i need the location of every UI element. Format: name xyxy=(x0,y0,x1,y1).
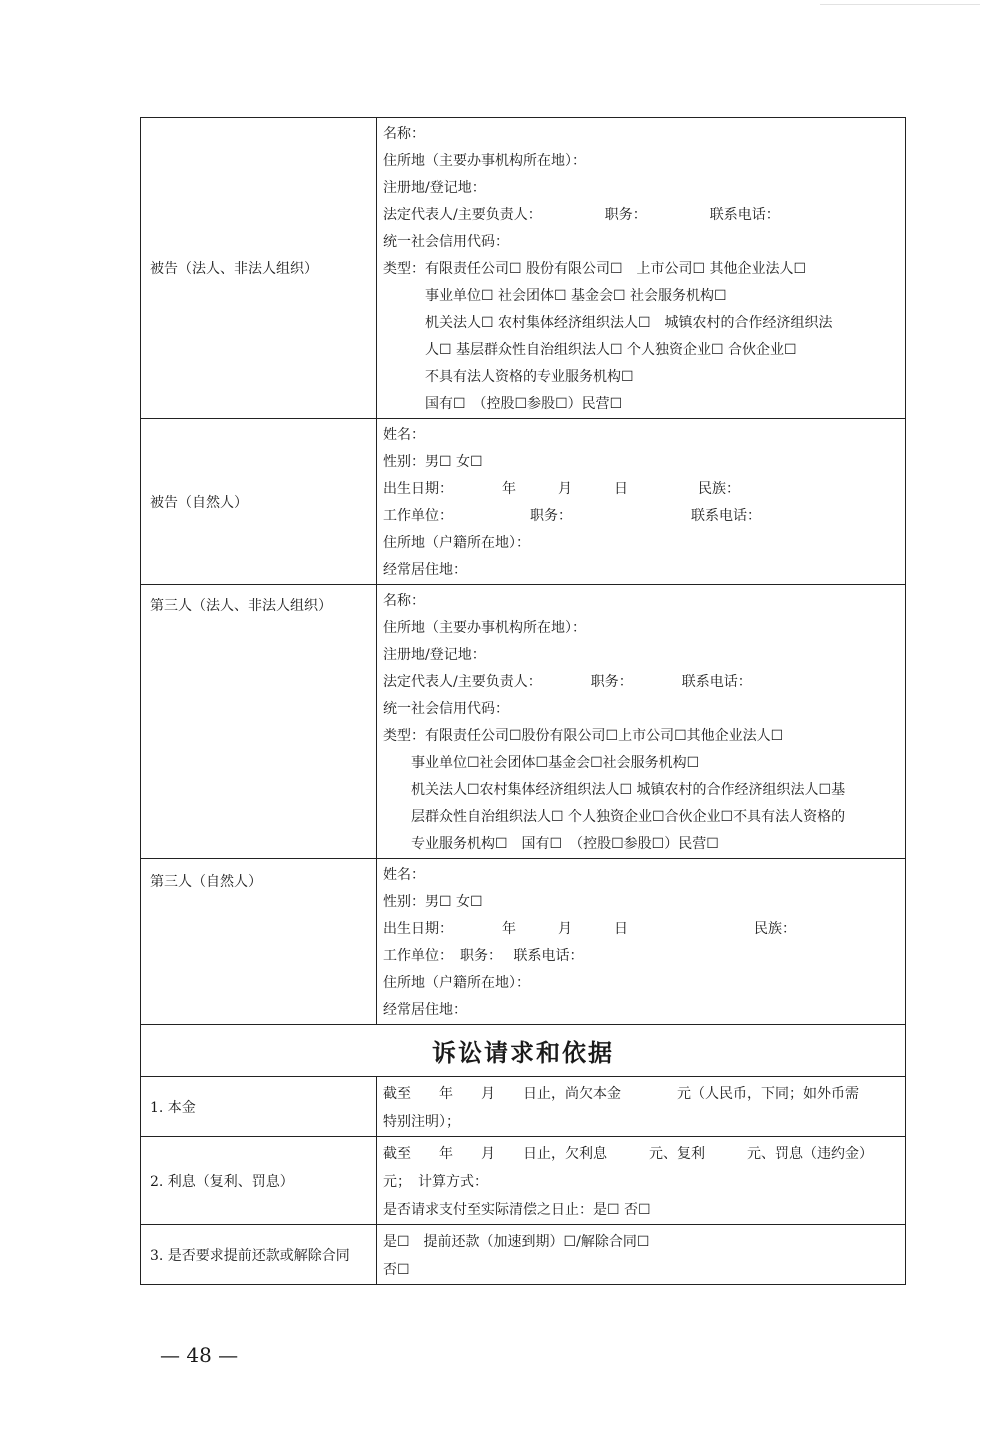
third-party-org-row xyxy=(141,584,905,858)
field-line: 类型：有限责任公司☐ 股份有限公司☐ 上市公司☐ 其他企业法人☐ xyxy=(383,261,807,277)
field-line: 法定代表人/主要负责人： 职务： 联系电话： xyxy=(383,207,780,223)
claim-acceleration-row xyxy=(141,1224,905,1284)
claim-principal-row xyxy=(141,1076,905,1136)
field-line: 住所地（主要办事机构所在地）： xyxy=(383,153,586,169)
field-line: 住所地（主要办事机构所在地）： xyxy=(383,620,586,636)
scan-edge-line xyxy=(820,4,980,5)
claim-fields xyxy=(377,1077,905,1136)
defendant-org-label: 被告（法人、非法人组织） xyxy=(141,118,377,418)
field-line: 姓名： xyxy=(383,427,425,443)
field-line: 住所地（户籍所在地）： xyxy=(383,535,530,551)
complaint-form-table xyxy=(140,117,906,1285)
field-line: 出生日期： 年 月 日 民族： xyxy=(383,921,796,937)
third-party-person-fields xyxy=(377,859,905,1024)
field-line: 机关法人☐ 农村集体经济组织法人☐ 城镇农村的合作经济组织法 xyxy=(383,315,833,331)
field-line: 事业单位☐ 社会团体☐ 基金会☐ 社会服务机构☐ xyxy=(383,288,727,304)
field-line: 经常居住地： xyxy=(383,1002,467,1018)
defendant-org-row xyxy=(141,118,905,418)
defendant-org-fields xyxy=(377,118,905,418)
claim-label: 2. 利息（复利、罚息） xyxy=(141,1137,377,1224)
claim-interest-row xyxy=(141,1136,905,1224)
field-line: 工作单位： 职务： 联系电话： xyxy=(383,508,761,524)
third-party-org-label: 第三人（法人、非法人组织） xyxy=(141,585,377,858)
field-line: 注册地/登记地： xyxy=(383,647,486,663)
field-line: 类型：有限责任公司☐股份有限公司☐上市公司☐其他企业法人☐ xyxy=(383,728,784,744)
field-line: 国有☐ （控股☐参股☐）民营☐ xyxy=(383,396,623,412)
claim-label: 3. 是否要求提前还款或解除合同 xyxy=(141,1225,377,1284)
defendant-person-fields xyxy=(377,419,905,584)
third-party-org-fields xyxy=(377,585,905,858)
field-line: 元； 计算方式： xyxy=(383,1174,488,1190)
field-line: 不具有法人资格的专业服务机构☐ xyxy=(383,369,634,385)
field-line: 截至 年 月 日止，欠利息 元、复利 元、罚息（违约金） xyxy=(383,1146,873,1162)
field-line: 截至 年 月 日止，尚欠本金 元（人民币，下同；如外币需 xyxy=(383,1086,859,1102)
field-line: 层群众性自治组织法人☐ 个人独资企业☐合伙企业☐不具有法人资格的 xyxy=(383,809,846,825)
third-party-person-row xyxy=(141,858,905,1024)
field-line: 是否请求支付至实际清偿之日止：是☐ 否☐ xyxy=(383,1202,651,1218)
field-line: 注册地/登记地： xyxy=(383,180,486,196)
field-line: 法定代表人/主要负责人： 职务： 联系电话： xyxy=(383,674,752,690)
section-title-row xyxy=(141,1024,905,1076)
field-line: 性别：男☐ 女☐ xyxy=(383,454,483,470)
field-line: 统一社会信用代码： xyxy=(383,234,509,250)
field-line: 特别注明）； xyxy=(383,1114,460,1130)
field-line: 否☐ xyxy=(383,1262,410,1278)
field-line: 工作单位： 职务： 联系电话： xyxy=(383,948,584,964)
claim-fields xyxy=(377,1225,905,1284)
field-line: 出生日期： 年 月 日 民族： xyxy=(383,481,740,497)
third-party-person-label: 第三人（自然人） xyxy=(141,859,377,1024)
field-line: 名称： xyxy=(383,126,425,142)
field-line: 名称： xyxy=(383,593,425,609)
section-title: 诉讼请求和依据 xyxy=(432,1038,614,1067)
defendant-person-label: 被告（自然人） xyxy=(141,419,377,584)
field-line: 专业服务机构☐ 国有☐ （控股☐参股☐）民营☐ xyxy=(383,836,719,852)
field-line: 住所地（户籍所在地）： xyxy=(383,975,530,991)
defendant-person-row xyxy=(141,418,905,584)
claim-label: 1. 本金 xyxy=(141,1077,377,1136)
field-line: 人☐ 基层群众性自治组织法人☐ 个人独资企业☐ 合伙企业☐ xyxy=(383,342,797,358)
field-line: 机关法人☐农村集体经济组织法人☐ 城镇农村的合作经济组织法人☐基 xyxy=(383,782,846,798)
field-line: 姓名： xyxy=(383,867,425,883)
field-line: 统一社会信用代码： xyxy=(383,701,509,717)
field-line: 是☐ 提前还款（加速到期）☐/解除合同☐ xyxy=(383,1234,650,1250)
page-number: — 48 — xyxy=(160,1343,239,1367)
field-line: 事业单位☐社会团体☐基金会☐社会服务机构☐ xyxy=(383,755,700,771)
claim-fields xyxy=(377,1137,905,1224)
field-line: 性别：男☐ 女☐ xyxy=(383,894,483,910)
field-line: 经常居住地： xyxy=(383,562,467,578)
